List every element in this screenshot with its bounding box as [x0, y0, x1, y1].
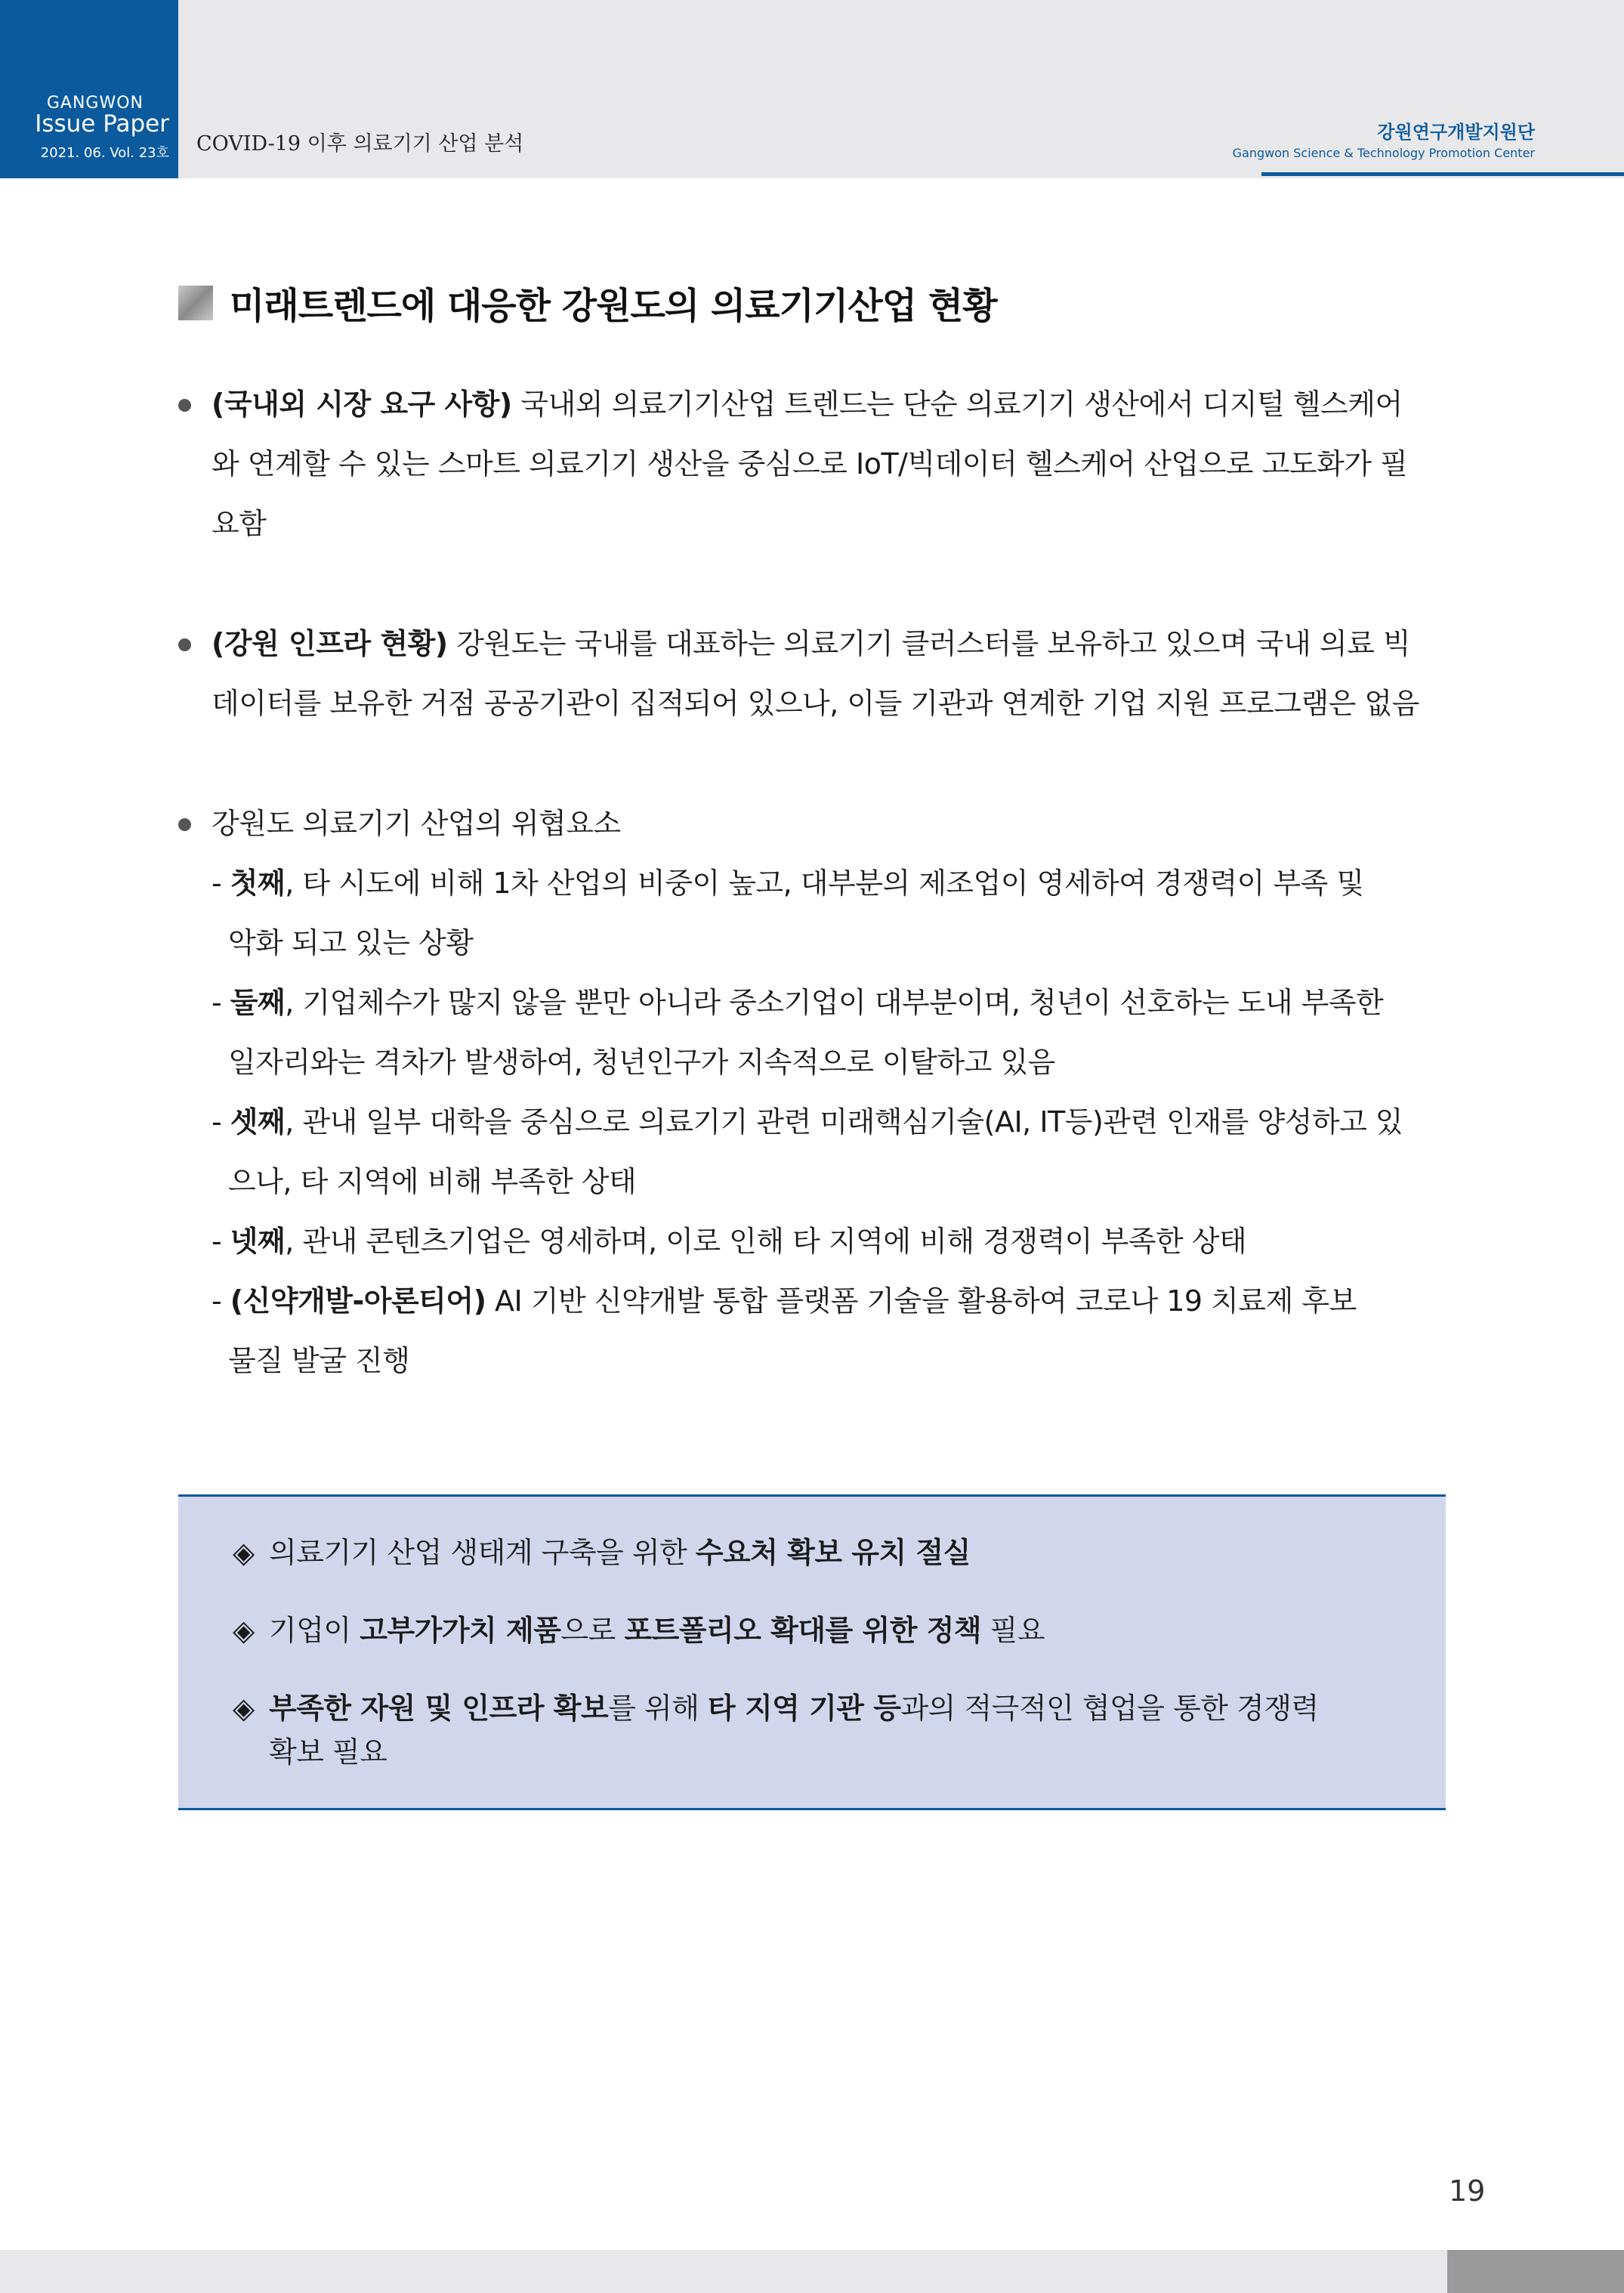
callout-emphasis: 타 지역 기관 등 — [708, 1692, 901, 1725]
bullet-text: 데이터를 보유한 거점 공공기관이 집적되어 있으나, 이들 기관과 연계한 기업 지원 프로그램은 없음 — [211, 687, 1419, 720]
brand-issue: 2021. 06. Vol. 23호 — [40, 145, 169, 161]
callout-emphasis: 포트폴리오 확대를 위한 정책 — [624, 1614, 982, 1647]
callout-item — [233, 1686, 1425, 1774]
bullet-dot-icon — [178, 818, 191, 831]
callout-item — [233, 1608, 1402, 1652]
callout-text: 기업이 — [269, 1614, 360, 1647]
diamond-bullet-icon: ◈ — [233, 1536, 255, 1569]
bullet-text: 와 연계할 수 있는 스마트 의료기기 생산을 중심으로 IoT/빅데이터 헬스케어 산업으로 고도화가 필 — [211, 447, 1408, 481]
list-item: - (신약개발-아론티어) AI 기반 신약개발 통합 플랫폼 기술을 활용하여 코로나 19 치료제 후보 — [211, 1284, 1357, 1318]
list-item-text: , 타 시도에 비해 1차 산업의 비중이 높고, 대부분의 제조업이 영세하여 경쟁력이 부족 및 — [285, 867, 1364, 900]
document-title: COVID-19 이후 의료기기 산업 분석 — [196, 132, 524, 156]
issue-paper-brand — [0, 0, 178, 178]
bullet-text: 강원도 의료기기 산업의 위협요소 — [211, 807, 621, 840]
list-item-text: , 관내 일부 대학을 중심으로 의료기기 관련 미래핵심기술(AI, IT등)관련 인재를 양성하고 있 — [285, 1105, 1403, 1139]
callout-emphasis: 고부가가치 제품 — [360, 1614, 561, 1647]
list-item-label: 셋째 — [230, 1105, 286, 1139]
callout-text: 의료기기 산업 생태계 구축을 위한 — [269, 1536, 696, 1569]
list-item-text: 으나, 타 지역에 비해 부족한 상태 — [228, 1165, 637, 1198]
list-item-text: AI 기반 신약개발 통합 플랫폼 기술을 활용하여 코로나 19 치료제 후보 — [486, 1284, 1357, 1318]
org-name-korean: 강원연구개발지원단 — [1377, 122, 1535, 143]
footer-bar — [0, 2250, 1447, 2293]
callout-item — [233, 1531, 1402, 1575]
diamond-bullet-icon: ◈ — [233, 1614, 255, 1647]
list-item-text: 악화 되고 있는 상황 — [228, 926, 474, 960]
page-number: 19 — [1449, 2174, 1486, 2208]
bullet-text: 요함 — [211, 507, 267, 540]
callout-text: 으로 — [560, 1614, 625, 1647]
callout-text: 를 위해 — [608, 1692, 709, 1725]
section-title: 미래트렌드에 대응한 강원도의 의료기기산업 현황 — [230, 285, 997, 327]
list-item: - 첫째, 타 시도에 비해 1차 산업의 비중이 높고, 대부분의 제조업이 영세하여 경쟁력이 부족 및 — [211, 867, 1364, 900]
page-header — [0, 0, 1624, 178]
bullet-dot-icon — [178, 638, 191, 651]
brand-title: Issue Paper — [35, 110, 169, 138]
list-item-label: 넷째 — [230, 1225, 286, 1258]
list-item: - 둘째, 기업체수가 많지 않을 뿐만 아니라 중소기업이 대부분이며, 청년이 선호하는 도내 부족한 — [211, 986, 1384, 1019]
callout-text: 확보 필요 — [269, 1735, 387, 1769]
bullet-heading: (강원 인프라 현황) — [211, 627, 448, 660]
org-name-english: Gangwon Science & Technology Promotion Center — [1232, 146, 1535, 160]
list-item-text: , 관내 콘텐츠기업은 영세하며, 이로 인해 타 지역에 비해 경쟁력이 부족한 상태 — [285, 1225, 1247, 1258]
list-item-label: 첫째 — [230, 867, 286, 900]
callout-emphasis: 부족한 자원 및 인프라 확보 — [269, 1692, 609, 1725]
list-item: - 넷째, 관내 콘텐츠기업은 영세하며, 이로 인해 타 지역에 비해 경쟁력이 부족한 상태 — [211, 1225, 1247, 1258]
threat-list — [211, 854, 1465, 1391]
footer-accent-block — [1447, 2250, 1624, 2293]
callout-emphasis: 수요처 확보 유치 절실 — [695, 1536, 971, 1569]
list-item: - 셋째, 관내 일부 대학을 중심으로 의료기기 관련 미래핵심기술(AI, IT등)관련 인재를 양성하고 있 — [211, 1105, 1403, 1139]
diamond-bullet-icon: ◈ — [233, 1692, 255, 1725]
square-section-icon — [178, 286, 213, 320]
bullet-paragraph — [211, 794, 1465, 854]
list-item-text: 일자리와는 격차가 발생하여, 청년인구가 지속적으로 이탈하고 있음 — [228, 1046, 1055, 1079]
bullet-text: 국내외 의료기기산업 트렌드는 단순 의료기기 생산에서 디지털 헬스케어 — [511, 388, 1403, 421]
list-item-text: 물질 발굴 진행 — [228, 1344, 410, 1377]
brand-small-label: GANGWON — [46, 94, 144, 113]
summary-callout-box — [178, 1494, 1446, 1810]
list-item-text: , 기업체수가 많지 않을 뿐만 아니라 중소기업이 대부분이며, 청년이 선호하는 도내 부족한 — [285, 986, 1384, 1019]
list-item-label: (신약개발-아론티어) — [230, 1284, 486, 1318]
bullet-dot-icon — [178, 399, 191, 412]
bullet-heading: (국내외 시장 요구 사항) — [211, 388, 512, 421]
bullet-text: 강원도는 국내를 대표하는 의료기기 클러스터를 보유하고 있으며 국내 의료 빅 — [447, 627, 1411, 660]
callout-text: 과의 적극적인 협업을 통한 경쟁력 — [900, 1692, 1319, 1725]
callout-text: 필요 — [981, 1614, 1045, 1647]
list-item-label: 둘째 — [230, 986, 286, 1019]
bullet-paragraph — [211, 375, 1465, 554]
bullet-paragraph — [211, 614, 1465, 734]
org-underline — [1261, 172, 1624, 176]
